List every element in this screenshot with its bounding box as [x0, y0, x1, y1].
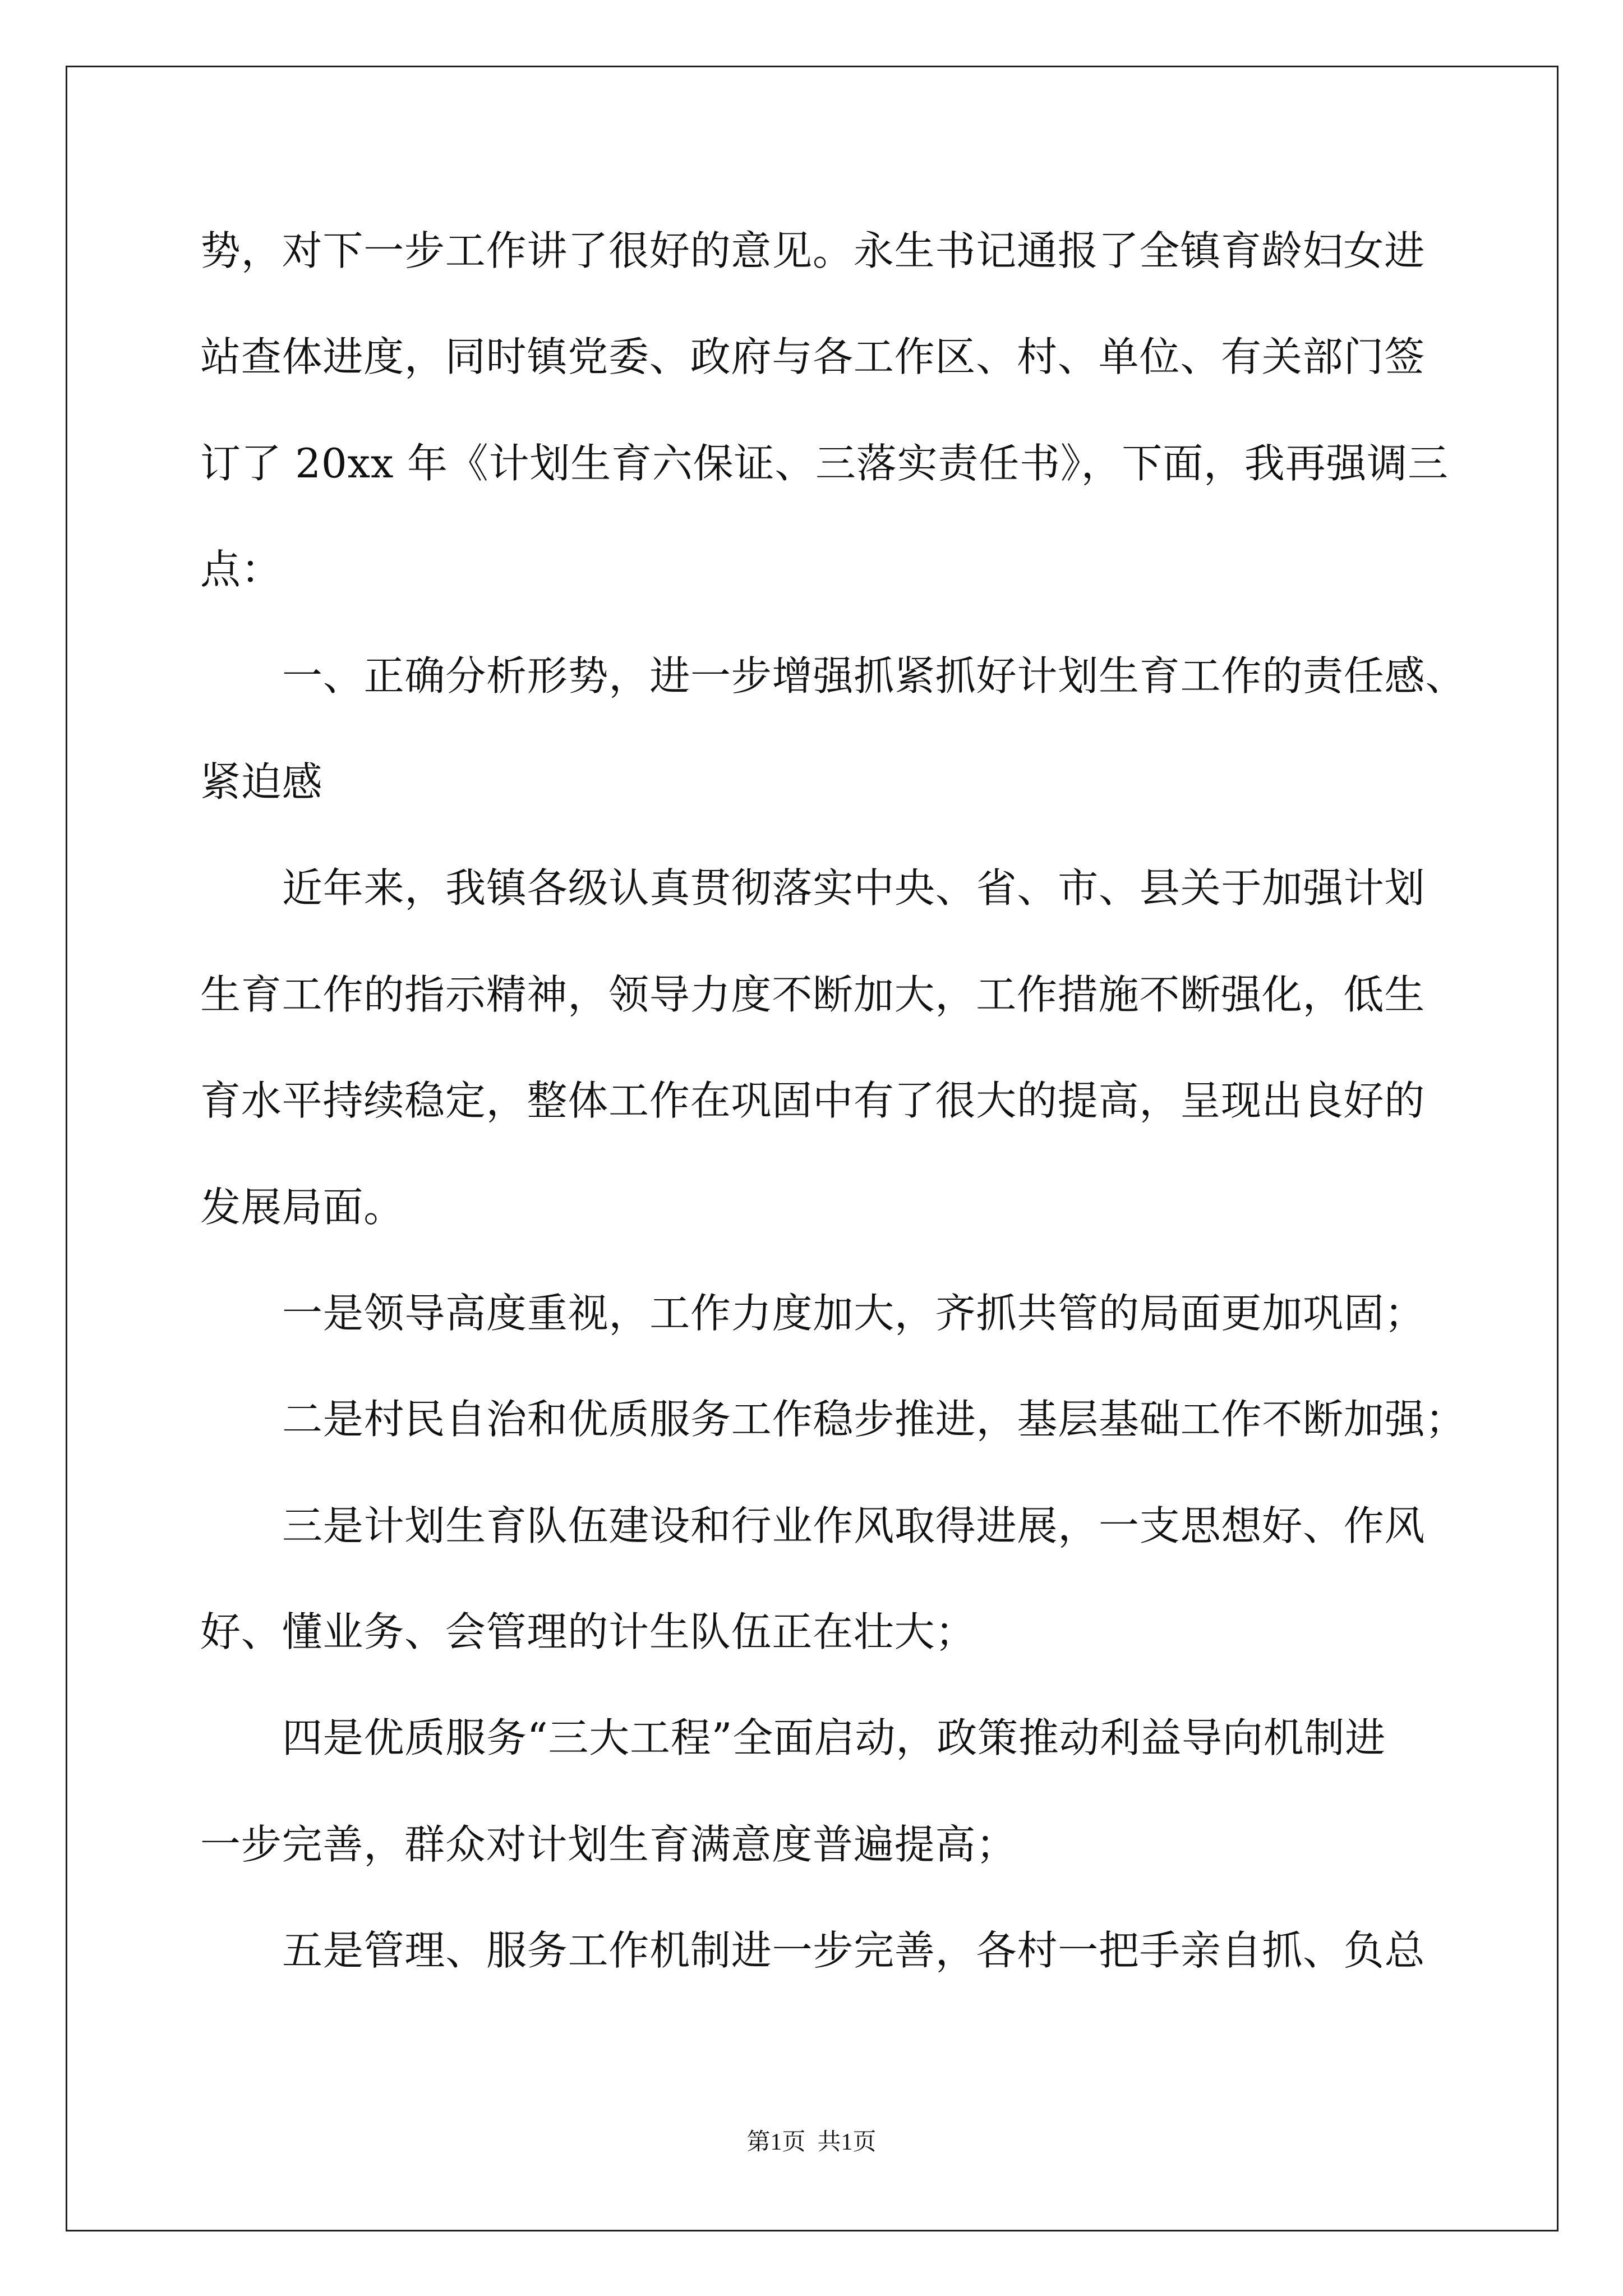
paragraph-line: 紧迫感 [200, 758, 323, 806]
paragraph-line: 三是计划生育队伍建设和行业作风取得进展，一支思想好、作风 [282, 1502, 1426, 1549]
paragraph-line: 势，对下一步工作讲了很好的意见。永生书记通报了全镇育龄妇女进 [200, 227, 1426, 274]
paragraph-line: 一是领导高度重视，工作力度加大，齐抓共管的局面更加巩固； [282, 1289, 1426, 1337]
paragraph-line: 育水平持续稳定，整体工作在巩固中有了很大的提高，呈现出良好的 [200, 1077, 1426, 1125]
paragraph-line: 近年来，我镇各级认真贯彻落实中央、省、市、县关于加强计划 [282, 864, 1426, 912]
list-item [200, 1473, 1490, 1686]
paragraph-line: 站查体进度，同时镇党委、政府与各工作区、村、单位、有关部门签 [200, 333, 1426, 381]
list-item [200, 1898, 1490, 2004]
list-item [200, 1260, 1490, 1366]
paragraph [200, 198, 1490, 623]
section-heading [200, 623, 1490, 836]
paragraph-line: 一步完善，群众对计划生育满意度普遍提高； [200, 1820, 1017, 1868]
paragraph-line: 生育工作的指示精神，领导力度不断加大，工作措施不断强化，低生 [200, 970, 1426, 1018]
paragraph-line: 点： [200, 546, 282, 593]
paragraph [200, 835, 1490, 1260]
page-footer: 第1页 共1页 [746, 2129, 877, 2155]
paragraph-line: 二是村民自治和优质服务工作稳步推进，基层基础工作不断加强； [282, 1396, 1467, 1443]
paragraph-line: 一、正确分析形势，进一步增强抓紧抓好计划生育工作的责任感、 [282, 652, 1467, 700]
paragraph-line: 订了 20xx 年《计划生育六保证、三落实责任书》，下面，我再强调三 [200, 439, 1449, 487]
paragraph-line: 五是管理、服务工作机制进一步完善，各村一把手亲自抓、负总 [282, 1927, 1426, 1975]
list-item [200, 1685, 1490, 1898]
paragraph-line: 好、懂业务、会管理的计生队伍正在壮大； [200, 1608, 976, 1656]
paragraph-line: 四是优质服务“三大工程”全面启动，政策推动利益导向机制进 [282, 1714, 1386, 1762]
list-item [200, 1366, 1490, 1473]
document-body [200, 198, 1490, 2004]
paragraph-line: 发展局面。 [200, 1183, 405, 1231]
